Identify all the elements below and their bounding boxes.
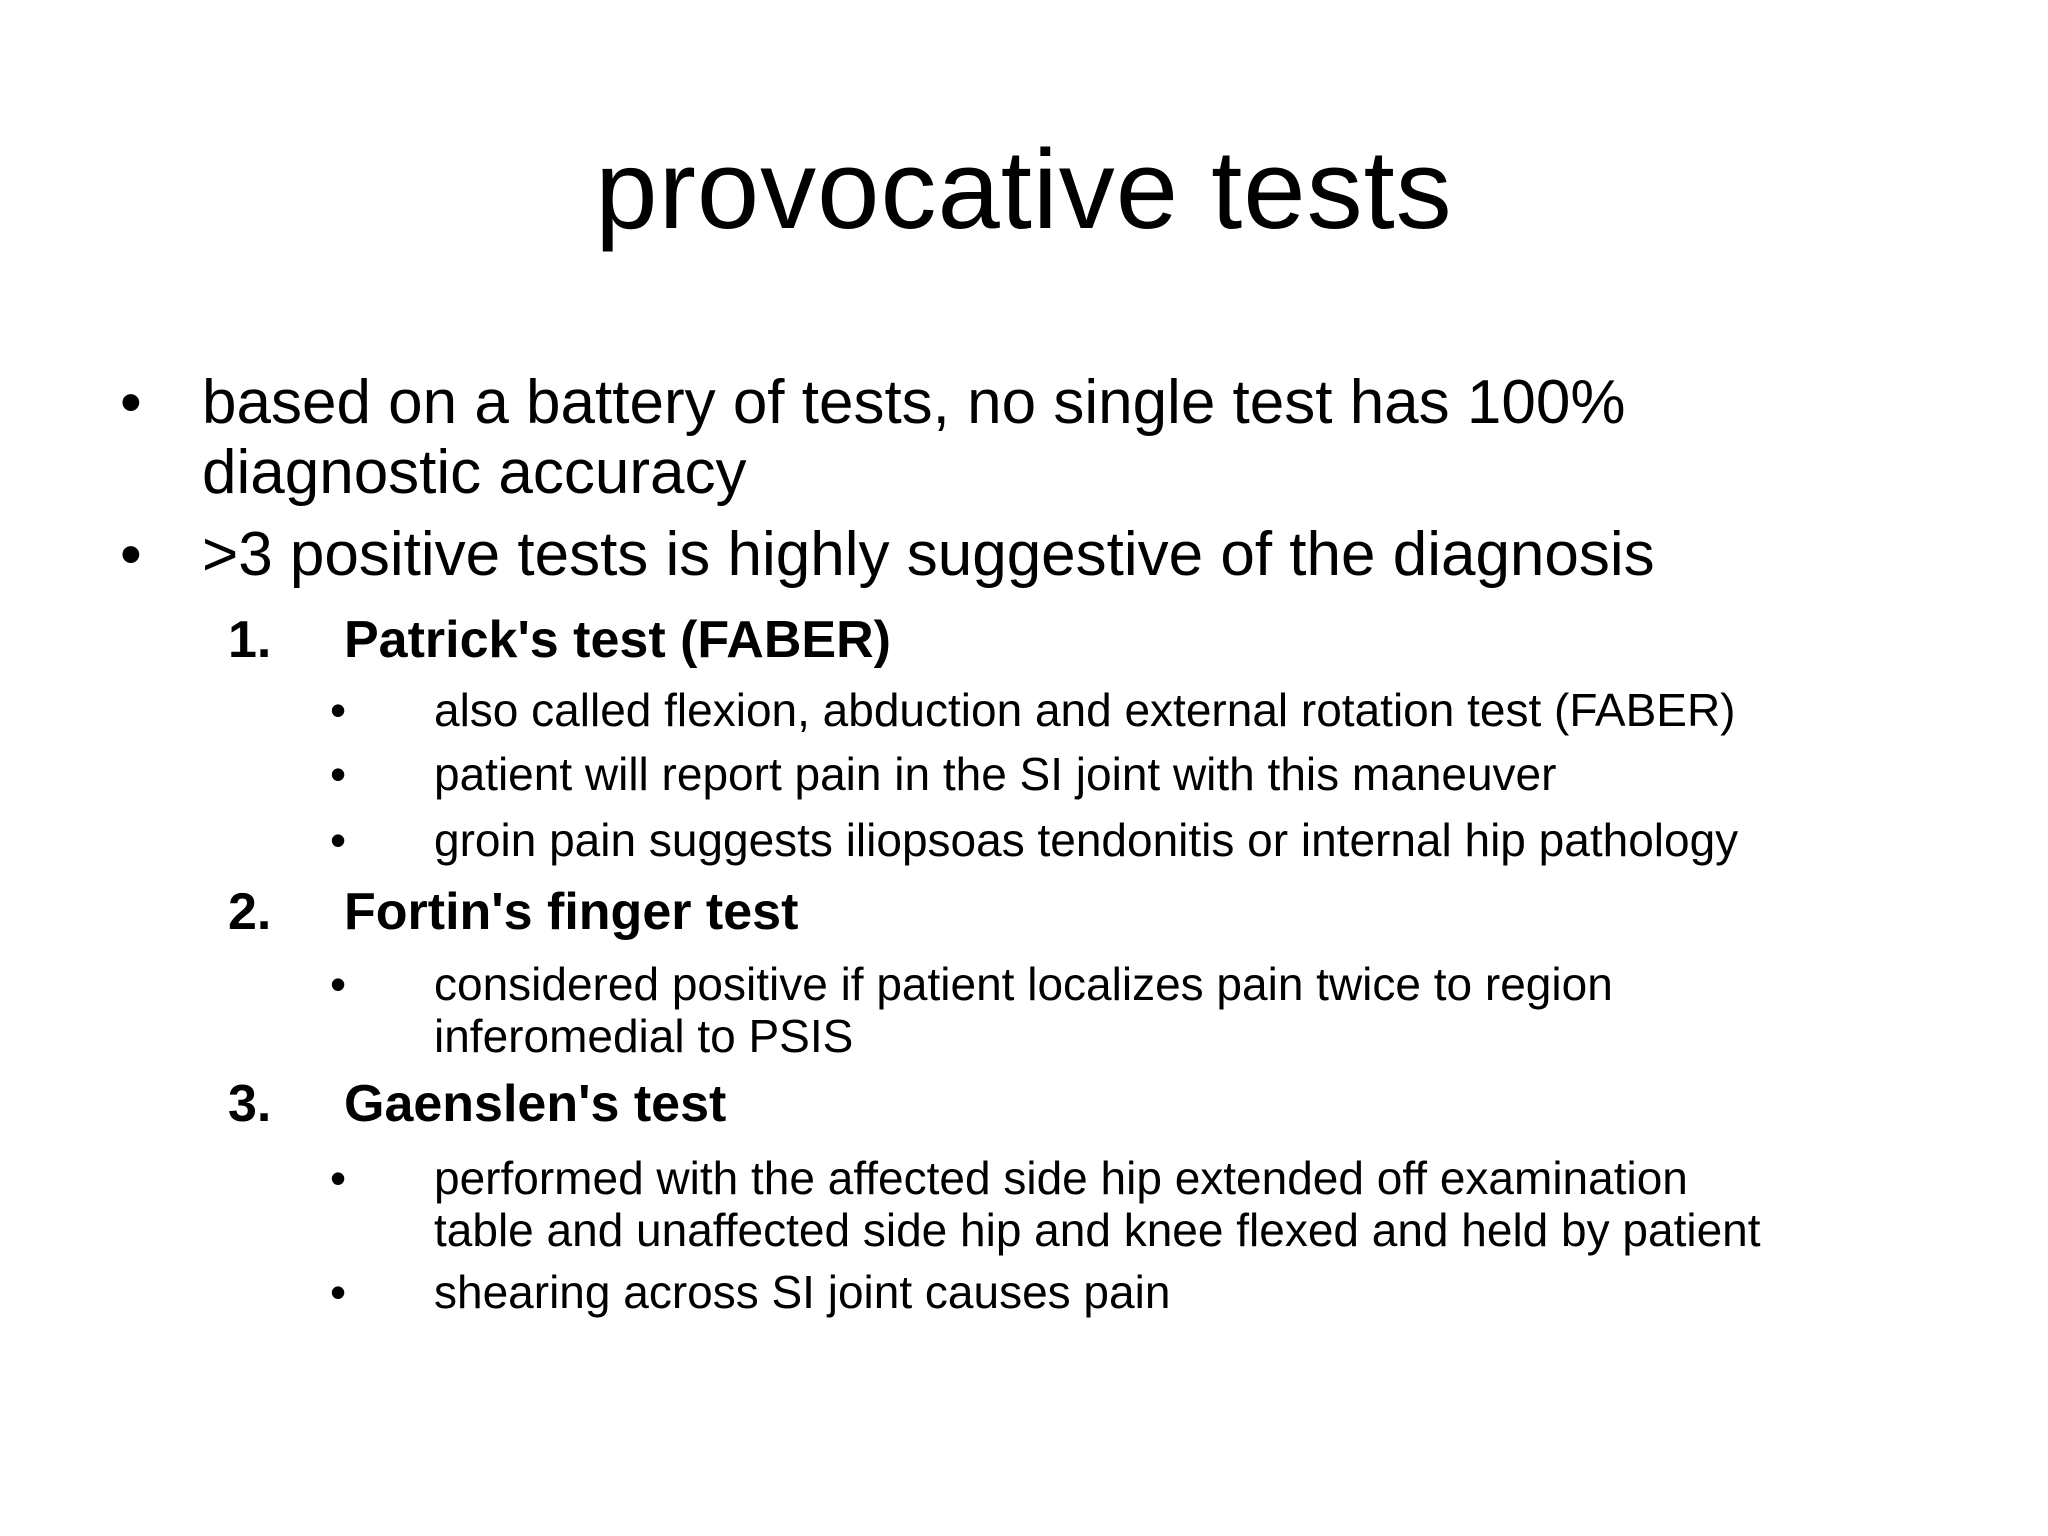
test-name: Fortin's finger test: [344, 883, 799, 941]
test-number: 3.: [228, 1075, 272, 1133]
bullet-text: [202, 520, 1822, 590]
sub-bullet-line: groin pain suggests iliopsoas tendonitis or internal hip pathology: [434, 814, 1739, 866]
sub-bullet-line: considered positive if patient localizes pain twice to region: [434, 958, 1613, 1010]
bullet-marker: •: [120, 520, 142, 589]
sub-bullet-text: [434, 748, 1954, 800]
sub-bullet-marker: •: [330, 814, 347, 866]
test-number: 1.: [228, 611, 272, 669]
sub-bullet-line: patient will report pain in the SI joint with this maneuver: [434, 748, 1557, 800]
sub-bullet-marker: •: [330, 684, 347, 736]
bullet-line: diagnostic accuracy: [202, 438, 747, 507]
bullet-marker: •: [120, 368, 142, 437]
test-name: Patrick's test (FABER): [344, 611, 891, 669]
sub-bullet-line: performed with the affected side hip extended off examination: [434, 1152, 1688, 1204]
test-number: 2.: [228, 883, 272, 941]
sub-bullet-marker: •: [330, 748, 347, 800]
sub-bullet-line: inferomedial to PSIS: [434, 1010, 854, 1062]
sub-bullet-text: [434, 684, 1954, 736]
test-name: Gaenslen's test: [344, 1075, 727, 1133]
sub-bullet-text: [434, 958, 1954, 1062]
sub-bullet-marker: •: [330, 1266, 347, 1318]
bullet-line: >3 positive tests is highly suggestive of the diagnosis: [202, 520, 1655, 589]
sub-bullet-text: [434, 814, 1954, 866]
sub-bullet-line: shearing across SI joint causes pain: [434, 1266, 1171, 1318]
sub-bullet-marker: •: [330, 1152, 347, 1204]
slide-title: provocative tests: [595, 127, 1453, 252]
bullet-line: based on a battery of tests, no single test has 100%: [202, 368, 1626, 437]
sub-bullet-marker: •: [330, 958, 347, 1010]
sub-bullet-text: [434, 1266, 1954, 1318]
sub-bullet-text: [434, 1152, 1954, 1256]
bullet-text: [202, 368, 1822, 508]
sub-bullet-line: also called flexion, abduction and external rotation test (FABER): [434, 684, 1736, 736]
sub-bullet-line: table and unaffected side hip and knee flexed and held by patient: [434, 1204, 1761, 1256]
